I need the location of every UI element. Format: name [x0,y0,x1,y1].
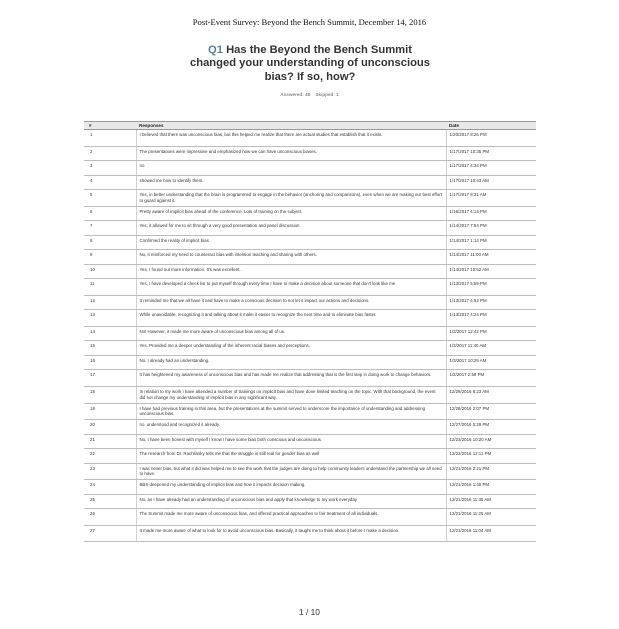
row-number: 13 [84,310,136,327]
row-response: Yes, I found out more information. It's was excellent. [136,264,446,279]
row-date: 1/13/2017 4:24 PM [446,310,536,327]
row-number: 8 [84,235,136,250]
row-response: BBS deepened my understanding of implicit bias and how it impacts decision making. [136,480,446,495]
row-number: 22 [84,449,136,464]
row-response: The research from Dr. Rachlinsky tells me that the struggle is still real for gender bias as well [136,449,446,464]
table-row [84,341,536,356]
row-response: Pretty aware of implicit bias ahead of the conference. Lots of training on the subject. [136,206,446,221]
table-row [84,420,536,435]
row-number: 12 [84,295,136,310]
table-row [84,146,536,161]
row-date: 1/20/2017 8:26 PM [446,130,536,147]
table-row [84,190,536,207]
table-row [84,403,536,420]
row-date: 12/27/2016 5:29 PM [446,420,536,435]
table-row [84,264,536,279]
row-response: Yes, it allowed for me to sit through a very good presentation and panel discussion. [136,221,446,236]
row-number: 23 [84,463,136,480]
row-date: 1/13/2017 5:59 PM [446,279,536,296]
row-date: 12/21/2016 11:35 AM [446,494,536,509]
row-date: 1/14/2017 1:14 PM [446,235,536,250]
table-row [84,370,536,387]
response-stats [0,92,619,97]
row-response: In relation to my work I have attended a number of trainings on implicit bias and have done limited teaching on the topic. With that background, the event did not change my understanding of implicit bias in any significant way. [136,386,446,403]
document-title: Post-Event Survey: Beyond the Bench Summit, December 14, 2016 [192,17,427,27]
column-header-number: # [84,122,136,130]
row-number: 27 [84,525,136,542]
row-number: 6 [84,206,136,221]
column-header-date: Date [446,122,536,130]
table-row [84,434,536,449]
table-row [84,310,536,327]
table-row [84,221,536,236]
row-number: 11 [84,279,136,296]
row-response: It has heightened my awareness of unconscious bias and has made me realize that addressing that is the first step in doing work to change behaviors. [136,370,446,387]
question-heading [190,44,430,84]
table-header-row [84,122,536,130]
column-header-responses: Responses [136,122,446,130]
row-response: no. understood and recognized it already. [136,420,446,435]
row-number: 18 [84,386,136,403]
row-date: 1/13/2017 4:52 PM [446,295,536,310]
row-response: The Summit made me more aware of unconscious bias, and offered practical approaches to fair treatment of all individuals. [136,509,446,526]
row-number: 26 [84,509,136,526]
row-response: It made me more aware of what to look for to avoid unconscious bias. Basically, it taught me to think about it before I make a decision. [136,525,446,542]
row-date: 1/17/2017 10:35 PM [446,146,536,161]
row-date: 12/21/2016 1:40 PM [446,480,536,495]
row-response: I have had previous training in this area, but the presentations at the summit served to underscore the importance of understanding and addressing unconscious bias. [136,403,446,420]
table-row [84,480,536,495]
table-row [84,295,536,310]
table-row [84,279,536,296]
question-number: Q1 [208,44,223,56]
row-date: 1/14/2017 7:54 PM [446,221,536,236]
row-response: Confirmed the reality of implicit bias [136,235,446,250]
row-response: While unavoidable, recognizing it and talking about it make it easier to recognize the next time and to eliminate bias faster. [136,310,446,327]
skipped-count: Skipped: 1 [315,92,339,97]
table-row [84,449,536,464]
row-number: 15 [84,341,136,356]
row-date: 12/21/2016 11:04 AM [446,525,536,542]
table-row [84,130,536,147]
row-date: 1/3/2017 11:40 AM [446,341,536,356]
row-date: 1/14/2017 10:52 AM [446,264,536,279]
row-date: 12/21/2016 11:25 AM [446,509,536,526]
row-date: 1/3/2017 12:42 PM [446,326,536,341]
row-response: Yes, I have developed a check list to put myself through every time I have to make a decision about someone that don't look like me [136,279,446,296]
row-date: 12/28/2016 2:07 PM [446,403,536,420]
row-date: 1/14/2017 11:00 AM [446,250,536,265]
table-row [84,509,536,526]
row-number: 1 [84,130,136,147]
row-response: I was never bias, but what it did was helped me to see the work that the judges are doing to help community leaders understand the partnership we all need to have. [136,463,446,480]
row-date: 1/16/2017 4:14 PM [446,206,536,221]
row-response: no [136,161,446,176]
row-number: 2 [84,146,136,161]
row-response: showed me how to identify them. [136,175,446,190]
row-number: 20 [84,420,136,435]
row-response: Yes, in better understanding that the brain is programmed to engage in the behavior (anchoring and comparisons), even when we are making our best effort to guard against it. [136,190,446,207]
table-row [84,250,536,265]
table-body [84,130,536,542]
row-date: 1/17/2017 8:31 AM [446,190,536,207]
answered-count: Answered: 48 [280,92,311,97]
row-date: 12/23/2016 10:20 AM [446,434,536,449]
row-number: 21 [84,434,136,449]
row-number: 4 [84,175,136,190]
responses-table [84,121,536,542]
row-number: 14 [84,326,136,341]
row-date: 12/22/2016 12:11 PM [446,449,536,464]
row-number: 10 [84,264,136,279]
table-row [84,206,536,221]
question-text: Has the Beyond the Bench Summit changed your understanding of unconscious bias? If so, how? [190,44,430,83]
table-row [84,463,536,480]
row-response: No, it reinforced my need to counteract bias with intention teaching and sharing with others. [136,250,446,265]
table-row [84,355,536,370]
table-row [84,161,536,176]
row-number: 17 [84,370,136,387]
row-date: 1/3/2017 10:25 AM [446,355,536,370]
row-date: 1/17/2017 10:43 AM [446,175,536,190]
row-number: 3 [84,161,136,176]
row-number: 9 [84,250,136,265]
row-response: I believed that there was unconscious bias, but this helped me realize that there are actual studies that establish that it exists. [136,130,446,147]
row-date: 12/29/2016 8:23 AM [446,386,536,403]
row-date: 12/21/2016 2:21 PM [446,463,536,480]
row-date: 1/17/2017 4:34 PM [446,161,536,176]
table-row [84,175,536,190]
row-response: The presentations were impressive and emphasized how we can have unconscious biases. [136,146,446,161]
row-response: It reminded me that we all have it and have to make a conscious decision to not let it impact our actions and decisions. [136,295,446,310]
row-date: 1/2/2017 2:59 PM [446,370,536,387]
row-response: Yes. Provided me a deeper understanding of the inherent racial biases and perceptions. [136,341,446,356]
table-row [84,525,536,542]
row-number: 24 [84,480,136,495]
row-number: 25 [84,494,136,509]
row-response: No. I already had an understanding. [136,355,446,370]
row-number: 16 [84,355,136,370]
table-row [84,326,536,341]
page-indicator: 1 / 10 [299,607,320,617]
row-response: No, I have been honest with myself I know I have some bias both conscious and unconscious [136,434,446,449]
row-number: 19 [84,403,136,420]
table-row [84,494,536,509]
row-response: No! However, it made me more aware of unconscious bias among all of us. [136,326,446,341]
row-number: 5 [84,190,136,207]
row-response: No, as I have already had an understanding of unconscious bias and apply that knowledge to my work everyday [136,494,446,509]
table-row [84,235,536,250]
table-row [84,386,536,403]
row-number: 7 [84,221,136,236]
